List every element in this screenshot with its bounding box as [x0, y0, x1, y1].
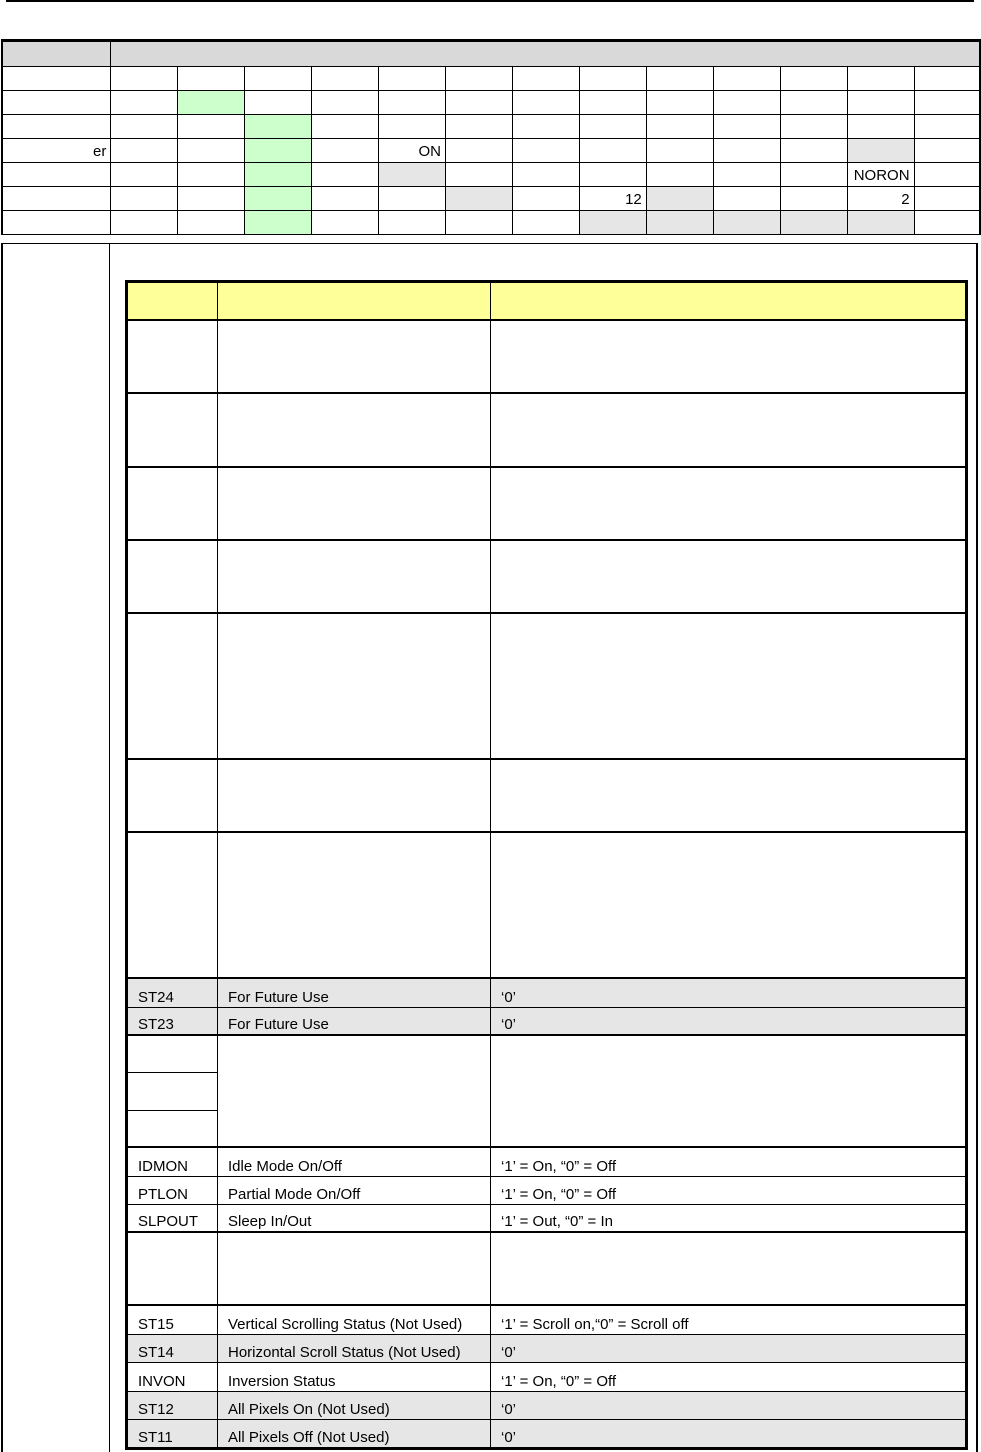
bit-comment: ‘1’ = On, “0” = Off: [491, 1147, 967, 1176]
table-row: [127, 1305, 967, 1334]
table-row: [127, 467, 967, 540]
table-row: [127, 613, 967, 759]
grid-row-label: [2, 91, 111, 115]
grid-cell-text: ON: [379, 139, 446, 163]
table-row: [127, 320, 967, 393]
bit-name: ST12: [127, 1391, 218, 1419]
merged-comment-cell: [491, 1035, 967, 1147]
bit-description: All Pixels Off (Not Used): [218, 1419, 491, 1448]
register-grid: [1, 39, 981, 235]
table-row: [127, 1232, 967, 1305]
grid-cell-shaded: [379, 163, 446, 187]
bit-comment: ‘1’ = On, “0” = Off: [491, 1176, 967, 1204]
bit-name: SLPOUT: [127, 1204, 218, 1232]
bit-name: ST24: [127, 978, 218, 1007]
header-cell-comment: [491, 282, 967, 321]
bit-name: ST23: [127, 1007, 218, 1035]
table-row: [127, 393, 967, 467]
grid-cell-green: [245, 187, 312, 211]
table-row: [127, 540, 967, 613]
bit-comment: ‘0’: [491, 1419, 967, 1448]
grid-row-label: [2, 163, 111, 187]
grid-header-row: [2, 41, 980, 67]
grid-row-label: er: [2, 139, 111, 163]
grid-cell-shaded: [780, 211, 847, 235]
bit-name: IDMON: [127, 1147, 218, 1176]
header-cell-description: [218, 282, 491, 321]
grid-cell-shaded: [847, 139, 914, 163]
grid-row: [2, 91, 980, 115]
table-row: [127, 1362, 967, 1391]
table-row: [127, 1334, 967, 1362]
bit-description: Horizontal Scroll Status (Not Used): [218, 1334, 491, 1362]
description-panel-divider: [109, 243, 110, 1452]
bit-description: Partial Mode On/Off: [218, 1176, 491, 1204]
grid-row: [2, 67, 980, 91]
table-row: [127, 1391, 967, 1419]
bit-comment: ‘0’: [491, 1007, 967, 1035]
bit-comment: ‘0’: [491, 1334, 967, 1362]
bit-name-empty: [127, 1110, 218, 1147]
grid-cell-text: NORON: [847, 163, 914, 187]
bit-comment: ‘1’ = Out, “0” = In: [491, 1204, 967, 1232]
table-row: [127, 1204, 967, 1232]
grid-cell-shaded: [579, 211, 646, 235]
bit-description: For Future Use: [218, 978, 491, 1007]
table-row: [127, 832, 967, 978]
bit-comment: ‘1’ = On, “0” = Off: [491, 1362, 967, 1391]
bit-description: Sleep In/Out: [218, 1204, 491, 1232]
grid-cell-shaded: [847, 211, 914, 235]
bit-name: PTLON: [127, 1176, 218, 1204]
bit-name-empty: [127, 1072, 218, 1110]
grid-cell-green: [245, 211, 312, 235]
bit-name: ST15: [127, 1305, 218, 1334]
grid-row: [2, 163, 980, 187]
bit-name: INVON: [127, 1362, 218, 1391]
table-row: [127, 978, 967, 1007]
table-row: [127, 1419, 967, 1448]
grid-cell-green: [245, 139, 312, 163]
grid-row-label: [2, 67, 111, 91]
grid-cell-text: 2: [847, 187, 914, 211]
table-row: [127, 759, 967, 832]
grid-header-span-cell: [111, 41, 980, 67]
bit-comment: ‘0’: [491, 1391, 967, 1419]
status-bit-table: [125, 280, 968, 1450]
table-row: [127, 1035, 967, 1072]
bit-name-empty: [127, 1035, 218, 1072]
grid-row-label: [2, 211, 111, 235]
grid-row: [2, 139, 980, 163]
bit-description: Inversion Status: [218, 1362, 491, 1391]
table-row: [127, 1176, 967, 1204]
grid-cell-green: [245, 163, 312, 187]
grid-cell-shaded: [713, 211, 780, 235]
grid-cell-green: [178, 91, 245, 115]
table-row: [127, 1007, 967, 1035]
bit-comment: ‘1’ = Scroll on,“0” = Scroll off: [491, 1305, 967, 1334]
grid-row: [2, 187, 980, 211]
table-row: [127, 1147, 967, 1176]
grid-cell-shaded: [446, 187, 513, 211]
grid-row-label: [2, 187, 111, 211]
grid-row-label: [2, 115, 111, 139]
grid-header-label-cell: [2, 41, 111, 67]
grid-cell-green: [245, 115, 312, 139]
page-top-rule: [6, 0, 974, 2]
grid-cell-shaded: [646, 187, 713, 211]
bit-name: ST11: [127, 1419, 218, 1448]
bit-description: For Future Use: [218, 1007, 491, 1035]
bit-comment: ‘0’: [491, 978, 967, 1007]
bit-description: Idle Mode On/Off: [218, 1147, 491, 1176]
merged-description-cell: [218, 1035, 491, 1147]
bit-description: Vertical Scrolling Status (Not Used): [218, 1305, 491, 1334]
header-cell-bit: [127, 282, 218, 321]
bit-name: ST14: [127, 1334, 218, 1362]
grid-row: [2, 211, 980, 235]
grid-row: [2, 115, 980, 139]
grid-cell-shaded: [646, 211, 713, 235]
status-table-header-row: [127, 282, 967, 321]
grid-cell-text: 12: [579, 187, 646, 211]
bit-description: All Pixels On (Not Used): [218, 1391, 491, 1419]
